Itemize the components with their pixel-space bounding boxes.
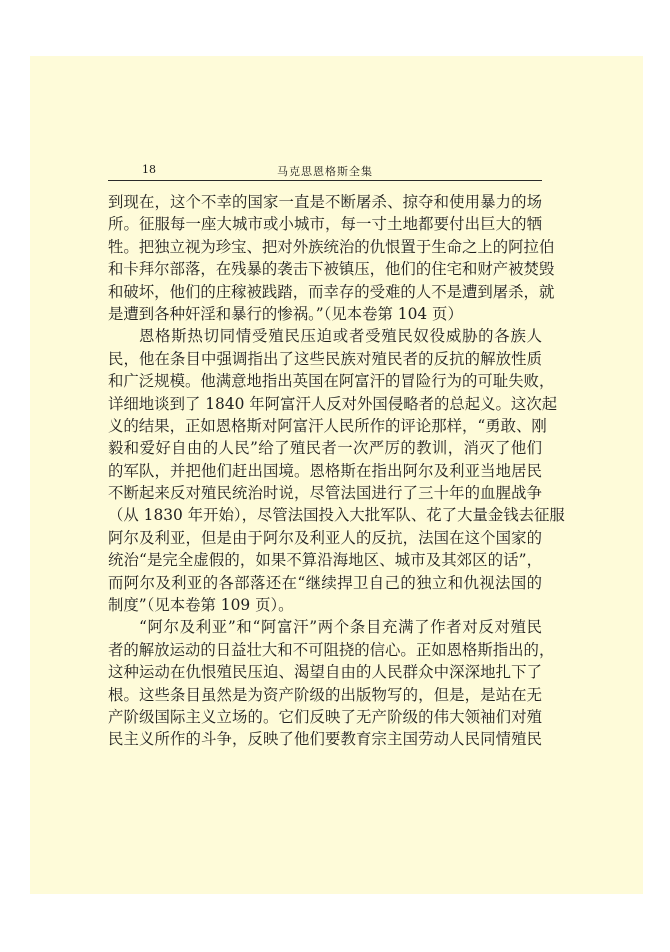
text-line: 根。这些条目虽然是为资产阶级的出版物写的，但是，是站在无 bbox=[108, 685, 542, 704]
text-line: 者的解放运动的日益壮大和不可阻挠的信心。正如恩格斯指出的， bbox=[108, 640, 555, 659]
text-line: 和卡拜尔部落，在残暴的袭击下被镇压，他们的住宅和财产被焚毁 bbox=[108, 260, 555, 279]
text-line: 民，他在条目中强调指出了这些民族对殖民者的反抗的解放性质 bbox=[108, 349, 542, 368]
text-line: 民主义所作的斗争，反映了他们要教育宗主国劳动人民同情殖民 bbox=[108, 730, 542, 749]
text-line: 毅和爱好自由的人民”给了殖民者一次严厉的教训，消灭了他们 bbox=[108, 439, 542, 458]
paragraph-start-line: “阿尔及利亚”和“阿富汗”两个条目充满了作者对反对殖民 bbox=[139, 618, 542, 637]
text-line: 详细地谈到了 1840 年阿富汗人反对外国侵略者的总起义。这次起 bbox=[108, 394, 558, 413]
text-line: 和广泛规模。他满意地指出英国在阿富汗的冒险行为的可耻失败， bbox=[108, 372, 555, 391]
text-line: 产阶级国际主义立场的。它们反映了无产阶级的伟大领袖们对殖 bbox=[108, 707, 542, 726]
text-line: （从 1830 年开始），尽管法国投入大批军队、花了大量金钱去征服 bbox=[108, 506, 565, 525]
text-line: 到现在，这个不幸的国家一直是不断屠杀、掠夺和使用暴力的场 bbox=[108, 193, 542, 211]
text-line: 牲。把独立视为珍宝、把对外族统治的仇恨置于生命之上的阿拉伯 bbox=[108, 237, 555, 256]
text-line: 和破坏，他们的庄稼被践踏，而幸存的受难的人不是遭到屠杀，就 bbox=[108, 282, 555, 301]
text-line: 这种运动在仇恨殖民压迫、渴望自由的人民群众中深深地扎下了 bbox=[108, 663, 542, 682]
text-line: 义的结果，正如恩格斯对阿富汗人民所作的评论那样，“勇敢、刚 bbox=[108, 416, 547, 435]
paragraph-start-line: 恩格斯热切同情受殖民压迫或者受殖民奴役威胁的各族人 bbox=[139, 327, 542, 346]
text-line: 阿尔及利亚，但是由于阿尔及利亚人的反抗，法国在这个国家的 bbox=[108, 528, 542, 547]
text-line: 是遭到各种奸淫和暴行的惨祸。”（见本卷第 104 页） bbox=[108, 304, 463, 323]
text-line: 所。征服每一座大城市或小城市，每一寸土地都要付出巨大的牺 bbox=[108, 215, 542, 234]
text-line: 而阿尔及利亚的各部落还在“继续捍卫自己的独立和仇视法国的 bbox=[108, 573, 542, 592]
text-line: 统治“是完全虚假的，如果不算沿海地区、城市及其郊区的话”， bbox=[108, 551, 542, 570]
text-line: 的军队，并把他们赶出国境。恩格斯在指出阿尔及利亚当地居民 bbox=[108, 461, 542, 480]
text-line: 制度”（见本卷第 109 页）。 bbox=[108, 596, 294, 615]
page-number: 18 bbox=[142, 163, 156, 176]
page-header bbox=[108, 160, 542, 181]
running-title: 马克思恩格斯全集 bbox=[277, 165, 373, 178]
text-line: 不断起来反对殖民统治时说，尽管法国进行了三十年的血腥战争 bbox=[108, 484, 542, 503]
body-text bbox=[108, 191, 565, 751]
